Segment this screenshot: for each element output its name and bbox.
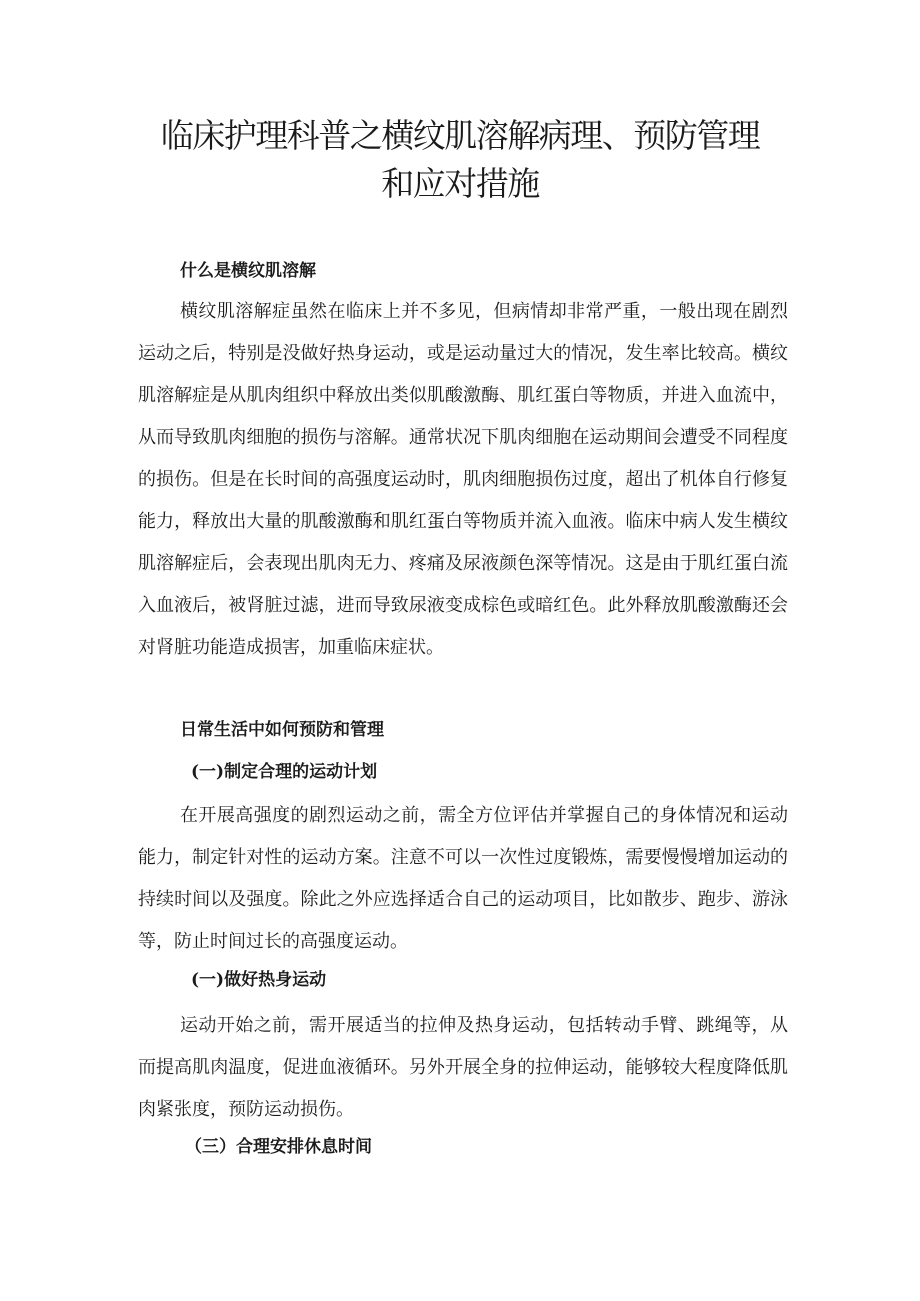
title-line-1: 临床护理科普之横纹肌溶解病理、预防管理 — [160, 116, 760, 155]
section-heading-prevention: 日常生活中如何预防和管理 — [180, 720, 384, 740]
paragraph-exercise-plan: 在开展高强度的剧烈运动之前，需全方位评估并掌握自己的身体情况和运动能力，制定针对性的运动方案。注意不可以一次性过度锻炼，需要慢慢增加运动的持续时间以及强度。除此之外应选择适合自己的运动项目，比如散步、跑步、游泳等，防止时间过长的高强度运动。 — [138, 805, 788, 952]
subheading-warm-up: (一)做好热身运动 — [191, 970, 327, 990]
paragraph-warm-up: 运动开始之前，需开展适当的拉伸及热身运动，包括转动手臂、跳绳等，从而提高肌肉温度，促进血液循环。另外开展全身的拉伸运动，能够较大程度降低肌肉紧张度，预防运动损伤。 — [138, 1015, 788, 1120]
document-title — [138, 112, 782, 208]
section-paragraph-what-is: 横纹肌溶解症虽然在临床上并不多见，但病情却非常严重，一般出现在剧烈运动之后，特别是没做好热身运动，或是运动量过大的情况，发生率比较高。横纹肌溶解症是从肌肉组织中释放出类似肌酸激酶、肌红蛋白等物质，并进入血流中，从而导致肌肉细胞的损伤与溶解。通常状况下肌肉细胞在运动期间会遭受不同程度的损伤。但是在长时间的高强度运动时，肌肉细胞损伤过度，超出了机体自行修复能力，释放出大量的肌酸激酶和肌红蛋白等物质并流入血液。临床中病人发生横纹肌溶解症后，会表现出肌肉无力、疼痛及尿液颜色深等情况。这是由于肌红蛋白流入血液后，被肾脏过滤，进而导致尿液变成棕色或暗红色。此外释放肌酸激酶还会对肾脏功能造成损害，加重临床症状。 — [138, 301, 788, 658]
section-heading-what-is: 什么是横纹肌溶解 — [180, 261, 316, 281]
subheading-rest-time: （三）合理安排休息时间 — [185, 1137, 372, 1157]
title-line-2: 和应对措施 — [381, 164, 539, 203]
subheading-exercise-plan: (一)制定合理的运动计划 — [191, 762, 378, 782]
